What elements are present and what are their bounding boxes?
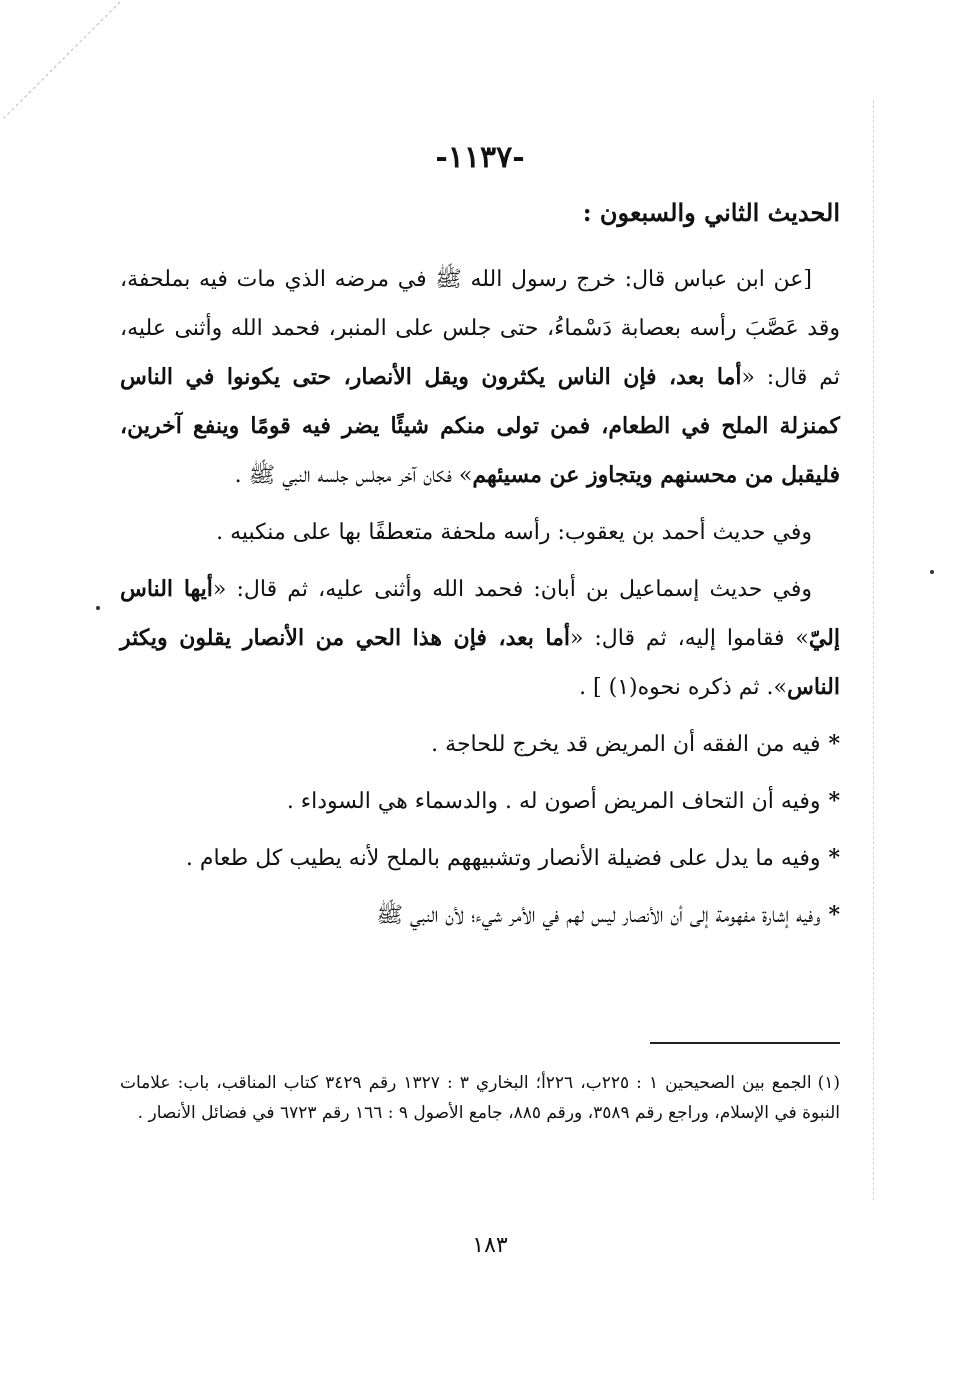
variant-paragraph — [120, 565, 840, 712]
asterisk-marker: * — [828, 845, 840, 871]
list-item-text: وفيه إشارة مفهومة إلى أن الأنصار ليس لهم في الأمر شيء؛ لأن النبي ﷺ — [376, 903, 821, 928]
footnote-number: (١) — [817, 1073, 840, 1093]
commentary-list — [120, 720, 840, 940]
page-body — [120, 140, 840, 948]
list-item — [120, 891, 840, 940]
scan-edge-mark — [0, 0, 140, 130]
list-item — [120, 720, 840, 769]
paragraph-bold-text: أما بعد، فإن هذا الحي من الأنصار يقلون ويكثر الناس — [120, 625, 840, 700]
hadith-number: -١١٣٧- — [435, 140, 525, 175]
paragraph-bold-text: أما بعد، فإن الناس يكثرون ويقل الأنصار، حتى يكونوا في الناس كمنزلة الملح في الطعام، فمن تولى منكم شيئًا يضر فيه قومًا وينفع آخرين، فليقبل من محسنهم ويتجاوز عن مسيئهم — [120, 364, 840, 488]
paragraph-text: وفي حديث أحمد بن يعقوب: رأسه ملحفة متعطفًا بها على منكبيه . — [216, 520, 812, 545]
list-item-text: وفيه أن التحاف المريض أصون له . والدسماء هي السوداء . — [286, 789, 821, 814]
paragraph-bold-text: أيها الناس إليّ — [120, 576, 840, 651]
paragraph-text: [عن ابن عباس قال: خرج رسول الله ﷺ في مرضه الذي مات فيه بملحفة، وقد عَصَّبَ رأسه بعصابة دَسْماءُ، حتى جلس على المنبر، فحمد الله وأثنى عليه، ثم قال: « — [120, 267, 841, 390]
margin-dot — [96, 606, 100, 610]
paragraph-text: ». ثم ذكره نحوه(١) ] . — [579, 675, 787, 700]
paragraph-text: وفي حديث إسماعيل بن أبان: فحمد الله وأثنى عليه، ثم قال: « — [212, 577, 812, 602]
hadith-text-paragraph — [120, 255, 840, 500]
section-title: الحديث الثاني والسبعون : — [582, 198, 840, 227]
list-item-text: وفيه ما يدل على فضيلة الأنصار وتشبيههم بالملح لأنه يطيب كل طعام . — [185, 846, 821, 871]
asterisk-marker: * — [828, 788, 840, 814]
paragraph-text: » فكان آخر مجلس جلسه النبي ﷺ . — [234, 463, 473, 488]
asterisk-marker: * — [828, 731, 840, 757]
footnote-text: الجمع بين الصحيحين ١ : ٢٢٥ب، ٢٢٦أ؛ البخاري ٣ : ١٣٢٧ رقم ٣٤٢٩ كتاب المناقب، باب: علامات النبوة في الإسلام، وراجع رقم ٣٥٨٩، ورقم ٨٨٥، جامع الأصول ٩ : ١٦٦ رقم ٦٧٢٣ في فضائل الأنصار . — [120, 1073, 840, 1123]
margin-dot — [930, 570, 934, 574]
variant-paragraph — [120, 508, 840, 557]
page-number: ١٨٣ — [472, 1233, 508, 1258]
paragraph-text: » فقاموا إليه، ثم قال: « — [570, 626, 809, 651]
list-item — [120, 777, 840, 826]
scan-margin-line — [873, 100, 874, 1200]
footnote-divider — [650, 1042, 840, 1044]
asterisk-marker: * — [828, 902, 840, 928]
list-item — [120, 834, 840, 883]
footnote — [120, 1068, 840, 1128]
list-item-text: فيه من الفقه أن المريض قد يخرج للحاجة . — [431, 732, 821, 757]
